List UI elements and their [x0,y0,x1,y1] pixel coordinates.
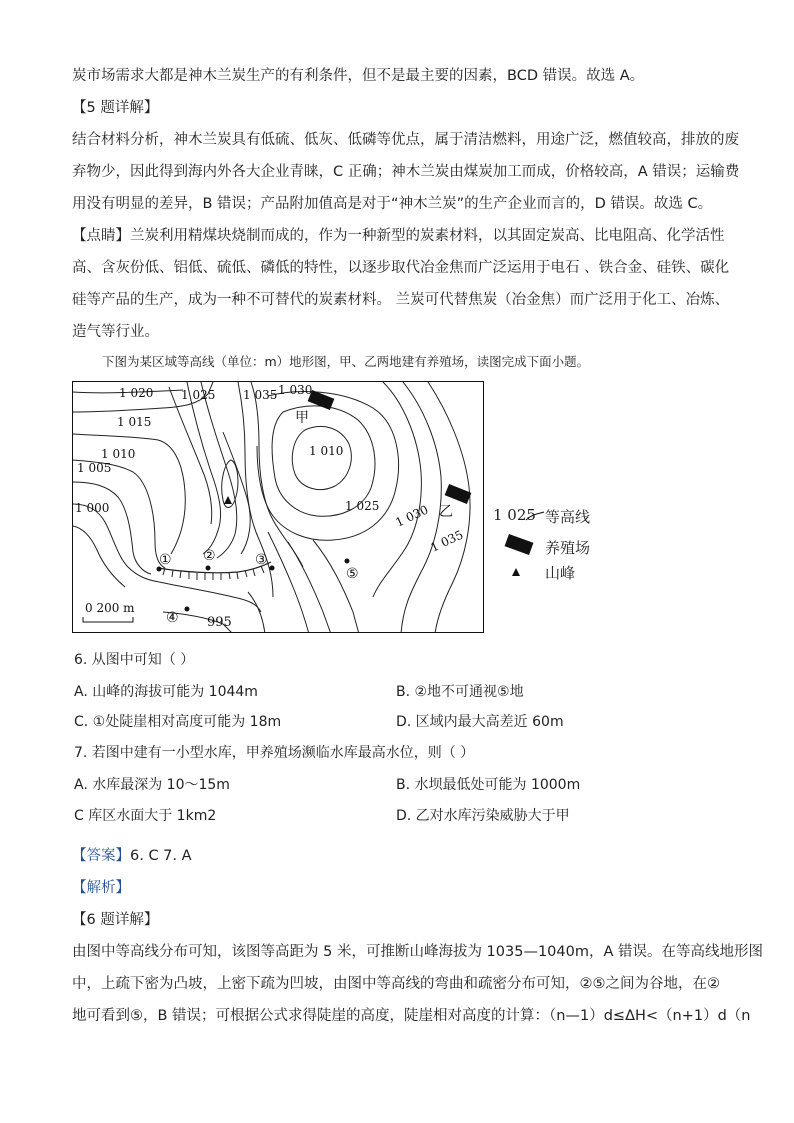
text-line: 造气等行业。 [72,324,159,340]
text-line: 弃物少，因此得到海内外各大企业青睐，C 正确；神木兰炭由煤炭加工而成，价格较高，A 错误；运输费 [72,164,740,180]
contour-map-svg [73,382,484,633]
q6-option-d: D. 区域内最大高差近 60m [396,714,564,730]
question-6-stem: 6. 从图中可知（ ） [74,652,195,668]
tip-label: 【点睛】 [72,228,130,244]
text-line: 用没有明显的差异，B 错误；产品附加值高是对于“神木兰炭”的生产企业而言的，D 错误。故选 C。 [72,196,713,212]
text-line: 炭市场需求大都是神木兰炭生产的有利条件，但不是最主要的因素，BCD 错误。故选 A。 [72,68,645,84]
section-heading-q6: 【6 题详解】 [72,912,159,928]
q6-option-c: C. ①处陡崖相对高度可能为 18m [74,714,282,730]
peak-legend-icon [512,568,520,576]
answer-line [72,846,192,866]
q7-option-d: D. 乙对水库污染威胁大于甲 [396,808,570,824]
scale-label: 0 200 m [85,601,135,615]
legend-farm-label: 养殖场 [545,539,591,557]
contour-label: 995 [207,615,232,630]
q7-option-c: C 库区水面大于 1km2 [74,808,217,824]
text-line: 高、含灰份低、铝低、硫低、磷低的特性，以逐步取代冶金焦而广泛运用于电石 、铁合金、硅铁、碳化 [72,260,730,276]
legend-contour-value: 1 025 [493,506,536,524]
contour-label: 1 030 [393,502,431,530]
contour-label: 1 005 [77,461,112,475]
point-label: ③ [255,552,268,568]
place-label-jia: 甲 [295,410,309,426]
text-line: 结合材料分析，神木兰炭具有低硫、低灰、低磷等优点，属于清洁燃料，用途广泛，燃值较高，排放的废 [72,132,739,148]
point-label: ⑤ [346,566,359,582]
contour-label: 1 035 [243,388,278,402]
tip-line [72,226,725,246]
legend-peak-label: 山峰 [545,564,576,582]
farm-yi-icon [445,484,472,504]
text-line: 由图中等高线分布可知，该图等高距为 5 米，可推断山峰海拔为 1035—1040m，A 错误。在等高线地形图 [72,944,764,960]
q7-option-b: B. 水坝最低处可能为 1000m [396,777,581,793]
contour-label: 1 010 [309,444,344,458]
farm-legend-icon [505,534,534,555]
q6-option-b: B. ②地不可通视⑤地 [396,684,524,700]
text-line: 中，上疏下密为凸坡，上密下疏为凹坡，由图中等高线的弯曲和疏密分布可知，②⑤之间为谷地，在② [72,976,720,992]
place-label-yi: 乙 [439,504,453,520]
contour-label: 1 035 [428,527,466,555]
contour-map [72,381,484,633]
contour-label: 1 010 [101,447,136,461]
point-label: ① [159,552,172,568]
text-line: 硅等产品的生产，成为一种不可替代的炭素材料。 兰炭可代替焦炭（冶金焦）而广泛用于化工、冶炼、 [72,292,730,308]
point-label: ② [203,548,216,564]
q6-option-a: A. 山峰的海拔可能为 1044m [74,684,258,700]
contour-label: 1 015 [117,415,152,429]
analysis-label: 【解析】 [72,880,130,896]
answer-label: 【答案】 [72,848,130,864]
section-heading-q5: 【5 题详解】 [72,100,159,116]
q7-option-a: A. 水库最深为 10～15m [74,777,230,793]
point-label: ④ [166,610,179,626]
contour-label: 1 000 [75,501,110,515]
contour-label: 1 025 [181,388,216,402]
answer-text: 6. C 7. A [130,848,192,864]
peak-icon [224,496,232,504]
tip-text: 兰炭利用精煤块烧制而成的，作为一种新型的炭素材料，以其固定炭高、比电阻高、化学活性 [130,228,725,244]
question-7-stem: 7. 若图中建有一小型水库，甲养殖场濒临水库最高水位，则（ ） [74,745,475,761]
contour-label: 1 030 [278,383,313,397]
figure-intro: 下图为某区域等高线（单位：m）地形图，甲、乙两地建有养殖场，读图完成下面小题。 [102,354,590,369]
text-line: 地可看到⑤，B 错误；可根据公式求得陡崖的高度，陡崖相对高度的计算：（n—1）d≤ΔH<（n+1）d（n [72,1008,751,1024]
legend-contour-label: 等高线 [545,508,591,526]
contour-label: 1 025 [345,499,380,513]
scale-bar [83,617,133,622]
contour-label: 1 020 [119,386,154,400]
